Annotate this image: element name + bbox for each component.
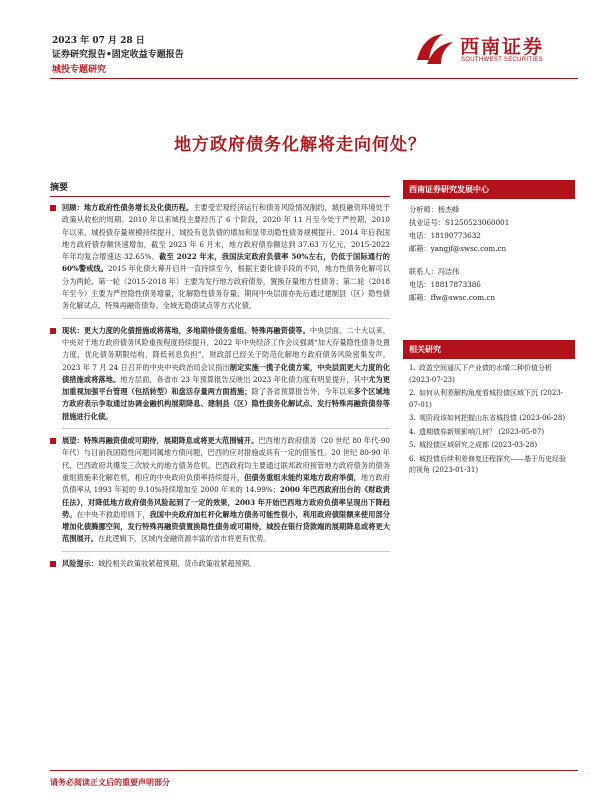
item-title: 城投债区域研究之成都 bbox=[419, 441, 489, 449]
related-item[interactable] bbox=[409, 388, 569, 411]
logo-name: 西南证券 bbox=[460, 36, 545, 58]
analyst-phone: 18190773632 bbox=[430, 231, 481, 240]
section-risk bbox=[50, 558, 390, 570]
sidebar-related bbox=[403, 340, 575, 483]
section-body: 主要受宏观经济运行和债务风险情况制约，城投融资环境处于政策从收松的周期。2010 年以来城投主要经历了 6 个阶段，2020 年 11 月至今处于严控期，2010 年以来，城投债存量规模持续提升，城投有息负债的增加和显带动隐性债务规模提升。2014 年后我国地方政府债券额快速增加，截至 2023 年 6 月末，地方政府债券额达到 37.63 万亿元，2015-2022 年年均复合增速达 32.65%。 bbox=[62, 203, 390, 262]
item-date: (2023-07-01) bbox=[409, 389, 564, 409]
abstract-heading: 摘要 bbox=[50, 183, 69, 193]
section-status bbox=[50, 325, 390, 429]
item-date: (2023-07-23) bbox=[409, 375, 455, 384]
logo-english: SOUTHWEST SECURITIES bbox=[461, 57, 543, 63]
section-label: 回顾： bbox=[62, 203, 84, 212]
section-lead: 多个区域地方政府表示争取通过协调金融机构展期降息、建制县（区）隐性债务化解试点、发行特殊再融资债券等措施进行化债。 bbox=[62, 387, 390, 421]
bullet-icon bbox=[50, 561, 56, 567]
section-lead: 2000 年巴西政府出台的《财政责任法》，对降低地方政府债务风险起到了一定的效果，2003 年开始巴西地方政府负债率呈现出下降趋势。 bbox=[62, 485, 390, 519]
analyst-email[interactable]: yangjf@swsc.com.cn bbox=[430, 244, 507, 253]
item-date: (2023-05-07) bbox=[498, 427, 545, 436]
section-body: 2015 年化债大幕开启并一直持续至今，根据主要化债手段的不同，地方性债务化解可以分为两轮，第一轮（2015-2018 年）主要为发行地方政府债券，置换存量地方性债务；第二轮（2018 年至今）主要为严控隐性债务增量，化解隐性债务存量，期间中央层面亦先后通过建制县（区）隐性债务化解试点、特殊再融资债券、全域无隐债试点等方式化债。 bbox=[62, 264, 390, 311]
item-date: (2023-06-28) bbox=[519, 414, 566, 422]
license-label: 执业证号： bbox=[409, 218, 445, 227]
section-review bbox=[50, 202, 390, 319]
analyst-info bbox=[403, 199, 575, 308]
item-number: 2. bbox=[409, 389, 416, 397]
related-item[interactable] bbox=[409, 413, 569, 425]
contact-label: 联系人： bbox=[409, 267, 438, 276]
footer-rule bbox=[50, 770, 578, 771]
section-lead: 地方政府性债务增长及化债历程。 bbox=[83, 203, 194, 212]
item-number: 5. bbox=[409, 441, 416, 449]
sidebar-team bbox=[403, 180, 575, 308]
bullet-icon bbox=[50, 328, 56, 334]
bullet-icon bbox=[50, 438, 56, 444]
divider bbox=[62, 318, 390, 319]
phone-label: 电话： bbox=[409, 280, 431, 289]
section-body: 在此逻辑下，区域内金融资源丰富的省市将更有优势。 bbox=[97, 534, 271, 544]
related-item[interactable] bbox=[409, 427, 569, 439]
analyst-name: 杨杰峰 bbox=[437, 205, 460, 214]
related-item[interactable] bbox=[409, 454, 569, 477]
item-title: 城投债后续利差修复还程探究——基于历史经验的视角 bbox=[409, 454, 566, 474]
contact-phone: 18817873386 bbox=[430, 280, 481, 289]
report-date: 2023 年 07 月 28 日 bbox=[52, 36, 145, 46]
related-item[interactable] bbox=[409, 440, 569, 452]
analyst-label: 分析师： bbox=[409, 205, 438, 214]
phone-label: 电话： bbox=[409, 231, 431, 240]
header-rule bbox=[50, 78, 578, 79]
section-lead: 制定实施一揽子化债方案，中央层面更大力度的化债措施或将落地。 bbox=[62, 362, 390, 384]
section-body: 巴西地方政府债务（20 世纪 80 年代-90 年代）与目前我国隐性问题同属地方债问题，巴西的应对措施或具有一定的借鉴性。20 世纪 80-90 年代，巴西政府共爆发三次较大的地方债务危机，巴西政府均主要通过联邦政府接管地方政府债务的债务重组措施来化解危机，相应的中央政府负债率持续提升， bbox=[62, 436, 390, 482]
section-label: 风险提示： bbox=[62, 558, 98, 568]
report-type: 证券研究报告•固定收益专题报告 bbox=[52, 50, 184, 60]
footer-disclaimer: 请务必阅读正文后的重要声明部分 bbox=[50, 777, 170, 787]
section-label: 现状： bbox=[62, 325, 84, 335]
item-number: 1. bbox=[409, 364, 416, 372]
section-body: 城投相关政策收紧超预期、货币政策收紧超预期。 bbox=[97, 558, 257, 568]
item-title: 遗期债券新规影响几何？ bbox=[419, 427, 496, 436]
section-lead: 特殊再融资债或可期待，展期降息或将更大范围铺开。 bbox=[83, 436, 259, 446]
item-date: (2023-01-31) bbox=[432, 466, 479, 474]
company-logo-icon bbox=[413, 30, 457, 70]
license-number: S1250523060001 bbox=[444, 218, 510, 227]
section-label: 展望： bbox=[62, 436, 84, 446]
section-body: 中央层面，二十大以来，中央对于地方政府债务风险重视程度持续提升，2022 年中央经济工作会议强调“加大存量隐性债务处置力度，优化债务期限结构，降低利息负担”，财政部已经关于防范化解地方政府债务风险密集发声。2023 年 7 月 24 日召开的中央中央政治局会议指出 bbox=[62, 325, 390, 372]
related-item[interactable] bbox=[409, 363, 569, 386]
item-date: (2023-03-28) bbox=[491, 441, 538, 449]
section-lead: 我国中央政府加杠杆化解地方债务可能性很小，利用政府债限额来使用部分增加化债腾挪空间，发行特殊再融资债置换隐性债务或可期待，城投在银行贷款端的展期降息或将更大范围展开。 bbox=[62, 509, 390, 544]
section-body: 地方层面，各省市 23 年预算报告反映出 2023 年化债力度有明显提升，其中 bbox=[120, 374, 369, 384]
report-category: 城投专题研究 bbox=[52, 65, 107, 75]
abstract-rule bbox=[50, 196, 390, 197]
divider bbox=[62, 428, 390, 429]
page-title: 地方政府债务化解将走向何处？ bbox=[174, 135, 426, 155]
related-list bbox=[403, 359, 575, 483]
team-heading: 西南证券研究发展中心 bbox=[403, 180, 575, 199]
email-label: 邮箱： bbox=[409, 244, 431, 253]
section-lead: 但债务重组未能约束地方政府举债， bbox=[244, 472, 361, 482]
contact-name: 冯洁伟 bbox=[437, 267, 460, 276]
section-outlook bbox=[50, 435, 390, 552]
section-body: 地方政府负债率从 1993 年初的 9.10%持续增加至 2000 年末的 14.99%； bbox=[62, 472, 390, 495]
bullet-icon bbox=[50, 205, 56, 211]
item-number: 4. bbox=[409, 427, 416, 436]
item-number: 6. bbox=[409, 454, 416, 463]
section-body: 在中央不救助原则下， bbox=[76, 509, 150, 519]
item-title: 观阶段该如何把握山东省城投债 bbox=[419, 414, 517, 422]
item-title: 政盈空间逼仄下产业债的水晴二种价值分析 bbox=[419, 364, 552, 372]
section-body: 除了各省预算报告外，今年以来 bbox=[251, 387, 354, 397]
section-lead: 更大力度的化债措施或将落地，多地期待债务重组、特殊再融资债等。 bbox=[83, 325, 310, 335]
section-lead: 截至 2022 年末，我国法定政府负债率 50%左右，仍低于国际通行的 60%警戒线。 bbox=[62, 252, 390, 274]
section-lead: 尤为更加重视加强平台管理（包括转型）和盘活存量两方面措施； bbox=[62, 374, 390, 397]
item-title: 如何从利差解构角度看城投债区域下沉 bbox=[419, 389, 538, 397]
email-label: 邮箱： bbox=[409, 293, 431, 302]
abstract bbox=[50, 180, 390, 576]
divider bbox=[62, 551, 390, 552]
contact-email[interactable]: ffw@swsc.com.cn bbox=[430, 293, 495, 302]
related-heading: 相关研究 bbox=[403, 340, 575, 359]
item-number: 3. bbox=[409, 414, 416, 422]
